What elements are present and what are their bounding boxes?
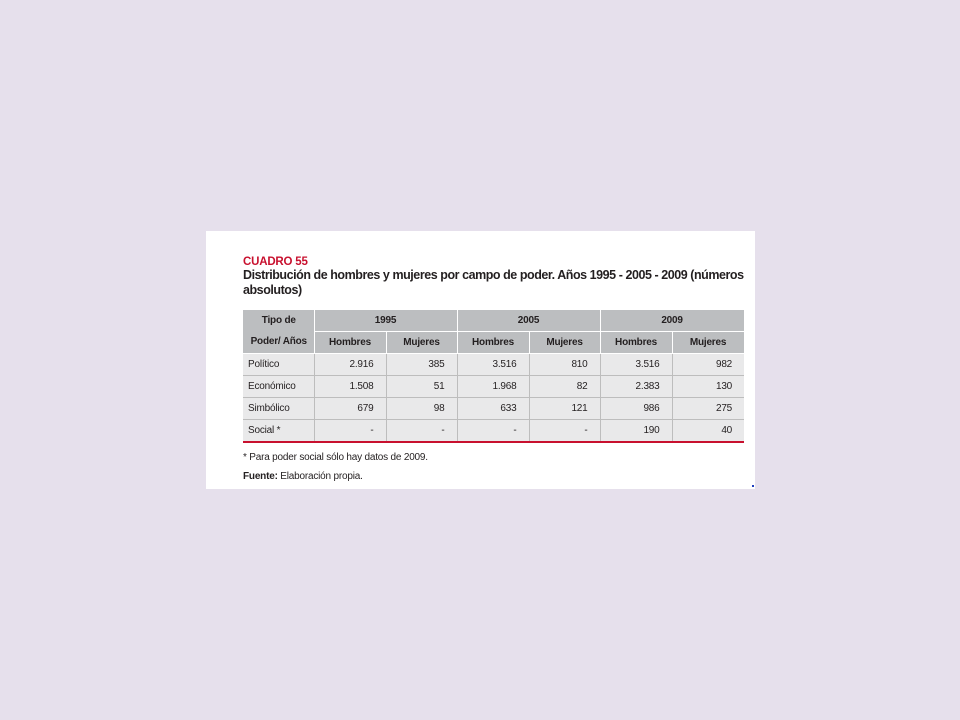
footnote: * Para poder social sólo hay datos de 2009. [243,452,428,463]
cell-value: - [314,420,386,443]
cell-value: 679 [314,398,386,420]
table-row-politico [243,354,744,376]
cuadro-title: Distribución de hombres y mujeres por campo de poder. Años 1995 - 2005 - 2009 (números absolutos) [243,268,744,297]
source-text: Elaboración propia. [277,471,363,482]
year-header-2005: 2005 [457,310,600,332]
cell-value: - [386,420,457,443]
corner-header-line1: Tipo de [261,315,296,326]
row-label: Social * [243,420,314,443]
cell-value: - [457,420,529,443]
cell-value: 190 [600,420,672,443]
source-label: Fuente: [243,471,278,482]
table-row-simbolico [243,398,744,420]
cell-value: 3.516 [600,354,672,376]
subheader-hombres-2009: Hombres [600,332,672,354]
cell-value: 98 [386,398,457,420]
cell-value: 2.383 [600,376,672,398]
row-label: Económico [243,376,314,398]
subheader-mujeres-2009: Mujeres [672,332,744,354]
table-row-economico [243,376,744,398]
cell-value: 51 [386,376,457,398]
subheader-hombres-1995: Hombres [314,332,386,354]
cell-value: 82 [529,376,600,398]
cell-value: 1.508 [314,376,386,398]
cell-value: 385 [386,354,457,376]
cell-value: 40 [672,420,744,443]
cell-value: 633 [457,398,529,420]
cell-value: 986 [600,398,672,420]
table-figure [206,231,755,489]
cell-value: 982 [672,354,744,376]
cell-value: 130 [672,376,744,398]
cuadro-label: CUADRO 55 [243,256,308,268]
cell-value: - [529,420,600,443]
cell-value: 2.916 [314,354,386,376]
subheader-hombres-2005: Hombres [457,332,529,354]
stray-dot [752,485,754,487]
year-header-2009: 2009 [600,310,744,332]
gender-header-row [243,332,744,354]
cell-value: 3.516 [457,354,529,376]
source-note [243,471,363,482]
cell-value: 1.968 [457,376,529,398]
corner-header [243,310,314,354]
cell-value: 275 [672,398,744,420]
cell-value: 121 [529,398,600,420]
table-row-social [243,420,744,443]
data-table [243,310,745,443]
year-header-1995: 1995 [314,310,457,332]
row-label: Simbólico [243,398,314,420]
subheader-mujeres-1995: Mujeres [386,332,457,354]
year-header-row [243,310,744,332]
corner-header-line2: Poder/ Años [250,336,307,347]
cell-value: 810 [529,354,600,376]
subheader-mujeres-2005: Mujeres [529,332,600,354]
row-label: Político [243,354,314,376]
